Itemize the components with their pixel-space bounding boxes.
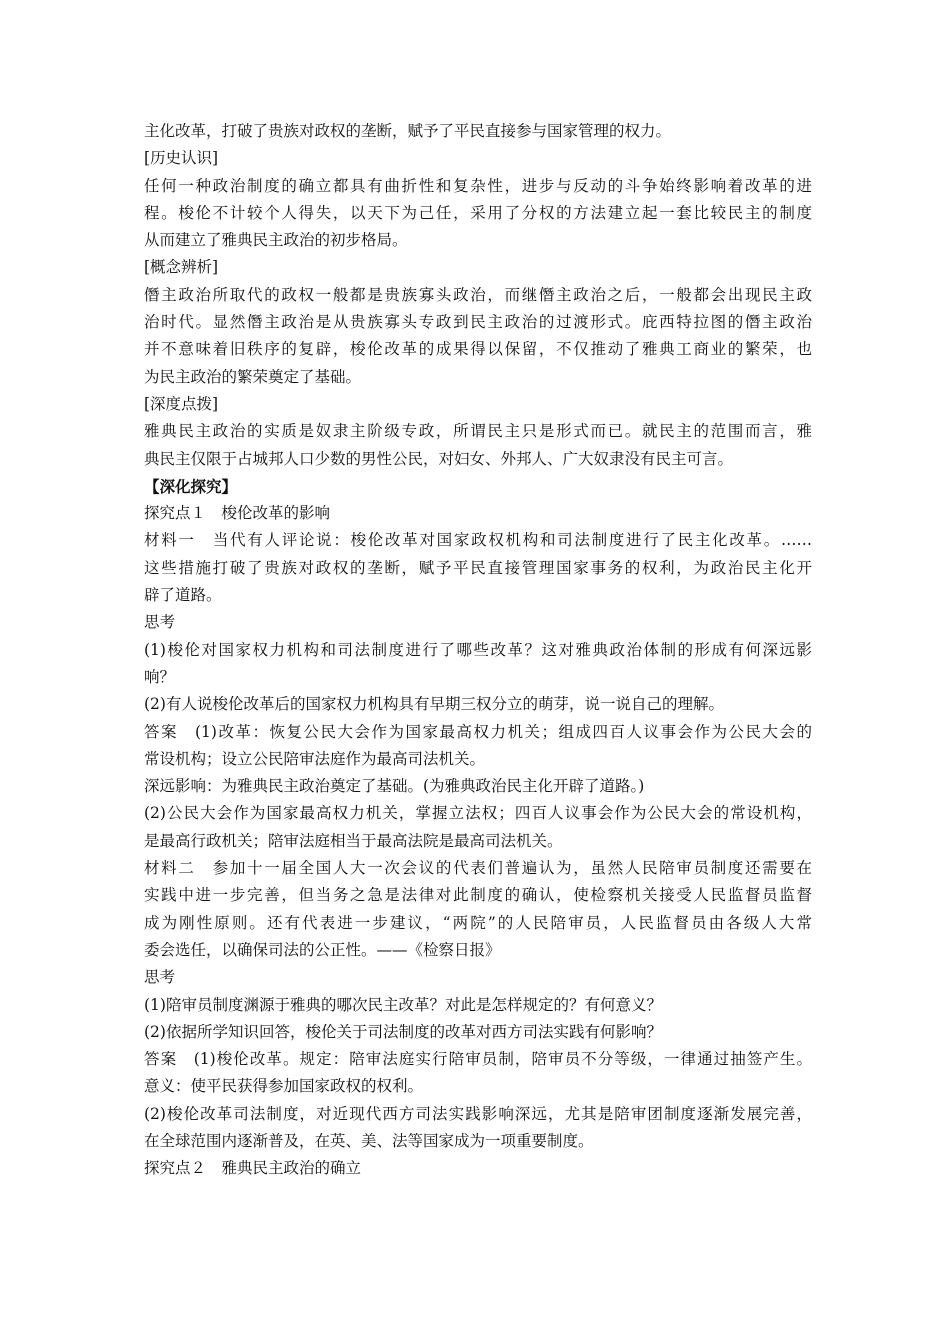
text-line: 雅典民主政治的实质是奴隶主阶级专政，所谓民主只是形式而已。就民主的范围而言，雅 [144, 422, 812, 441]
text-line: 常设机构；设立公民陪审法庭作为最高司法机关。 [144, 749, 486, 768]
text-line: 材料二 参加十一届全国人大一次会议的代表们普遍认为，虽然人民陪审员制度还需要在 [144, 859, 812, 878]
text-line: 在全球范围内逐渐普及，在英、美、法等国家成为一项重要制度。 [144, 1131, 594, 1150]
text-line: (2)梭伦改革司法制度，对近现代西方司法实践影响深远，尤其是陪审团制度逐渐发展完善， [144, 1104, 812, 1123]
text-line: 响？ [144, 667, 176, 686]
text-line: 并不意味着旧秩序的复辟，梭伦改革的成果得以保留，不仅推动了雅典工商业的繁荣，也 [144, 340, 812, 359]
text-line: 从而建立了雅典民主政治的初步格局。 [144, 231, 408, 250]
text-line: (1)梭伦对国家权力机构和司法制度进行了哪些改革？这对雅典政治体制的形成有何深远影 [144, 640, 812, 659]
section-heading: 【深化探究】 [144, 476, 238, 496]
text-line: [历史认识] [144, 149, 219, 168]
text-line: (2)依据所学知识回答，梭伦关于司法制度的改革对西方司法实践有何影响？ [144, 1022, 662, 1041]
text-line: 答案 (1)梭伦改革。规定：陪审法庭实行陪审员制，陪审员不分等级，一律通过抽签产生。 [144, 1050, 812, 1069]
text-line: 是最高行政机关；陪审法庭相当于最高法院是最高司法机关。 [144, 831, 563, 850]
text-line: 主化改革，打破了贵族对政权的垄断，赋予了平民直接参与国家管理的权力。 [144, 122, 672, 140]
text-line: 委会选任，以确保司法的公正性。——《检察日报》 [144, 940, 501, 959]
text-line: (1)陪审员制度渊源于雅典的哪次民主改革？对此是怎样规定的？有何意义？ [144, 995, 662, 1014]
text-line: 实践中进一步完善，但当务之急是法律对此制度的确认，使检察机关接受人民监督员监督 [144, 886, 812, 905]
text-line: 探究点２ 雅典民主政治的确立 [144, 1159, 362, 1178]
text-line: 材料一 当代有人评论说：梭伦改革对国家政权机构和司法制度进行了民主化改革。…… [144, 531, 812, 550]
text-line: [深度点拨] [144, 394, 219, 413]
document-page [144, 118, 812, 1183]
text-line: [概念辨析] [144, 258, 219, 277]
text-line: 思考 [144, 968, 176, 987]
text-line: 治时代。显然僭主政治是从贵族寡头专政到民主政治的过渡形式。庇西特拉图的僭主政治 [144, 313, 812, 332]
text-line: 僭主政治所取代的政权一般都是贵族寡头政治，而继僭主政治之后，一般都会出现民主政 [144, 285, 812, 304]
text-line: (2)公民大会作为国家最高权力机关，掌握立法权；四百人议事会作为公民大会的常设机构， [144, 804, 812, 823]
text-line: 成为刚性原则。还有代表进一步建议，“两院”的人民陪审员，人民监督员由各级人大常 [144, 913, 812, 932]
text-line: 意义：使平民获得参加国家政权的权利。 [144, 1077, 424, 1096]
text-line: 为民主政治的繁荣奠定了基础。 [144, 367, 362, 386]
text-line: 思考 [144, 613, 176, 632]
text-line: 深远影响：为雅典民主政治奠定了基础。(为雅典政治民主化开辟了道路。) [144, 777, 645, 796]
text-line: 答案 (1)改革：恢复公民大会作为国家最高权力机关；组成四百人议事会作为公民大会的 [144, 722, 812, 741]
text-line: 典民主仅限于占城邦人口少数的男性公民，对妇女、外邦人、广大奴隶没有民主可言。 [144, 449, 734, 468]
text-line: 程。梭伦不计较个人得失，以天下为己任，采用了分权的方法建立起一套比较民主的制度 [144, 203, 812, 222]
text-line: 任何一种政治制度的确立都具有曲折性和复杂性，进步与反动的斗争始终影响着改革的进 [144, 176, 812, 195]
text-line: 这些措施打破了贵族对政权的垄断，赋予平民直接管理国家事务的权利，为政治民主化开 [144, 558, 812, 577]
text-line: (2)有人说梭伦改革后的国家权力机构具有早期三权分立的萌芽，说一说自己的理解。 [144, 695, 724, 714]
text-line: 探究点１ 梭伦改革的影响 [144, 504, 331, 523]
text-line: 辟了道路。 [144, 586, 222, 605]
